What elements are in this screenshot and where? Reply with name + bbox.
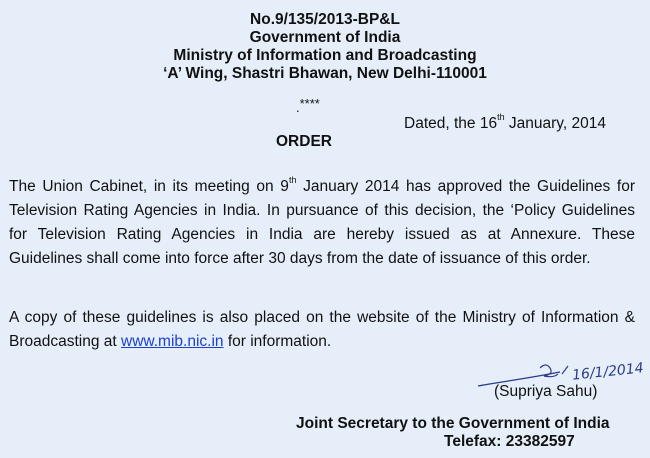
paragraph-line: Television Rating Agencies in India. In pursuance of this decision, the ‘Policy Guidelines [9,202,635,219]
signature-date: 16/1/2014 [571,360,645,384]
paragraph-line [9,330,635,354]
file-number: No.9/135/2013-BP&L [250,11,400,28]
paragraph-line: for Television Rating Agencies in India are hereby issued as at Annexure. These [9,226,635,243]
text-run: Broadcasting at [9,333,122,350]
signatory-designation: Joint Secretary to the Government of India [296,415,610,432]
text-run: January 2014 has approved the Guidelines for [296,178,635,195]
text-run: for information. [223,333,332,350]
signatory-name: (Supriya Sahu) [494,383,598,400]
ministry-address: ‘A’ Wing, Shastri Bhawan, New Delhi-110001 [163,65,487,82]
separator-text: **** [299,96,320,111]
date-prefix: Dated, the 16 [404,115,498,132]
paragraph-approval [9,175,635,271]
order-date [404,111,606,133]
paragraph-website [9,306,635,354]
telefax-number: Telefax: 23382597 [444,433,575,450]
date-suffix: January, 2014 [504,115,606,132]
website-link[interactable]: www.mib.nic.in [121,333,224,350]
government-name: Government of India [249,29,401,46]
ministry-name: Ministry of Information and Broadcasting [173,47,477,64]
text-sup: th [288,174,297,185]
text-run: The Union Cabinet, in its meeting on 9 [9,178,289,195]
paragraph-line [9,175,635,199]
separator-stars: .**** [296,96,320,115]
date-sup: th [497,111,505,122]
document-title: ORDER [276,133,332,150]
paragraph-line: A copy of these guidelines is also placed on the website of the Ministry of Information & [9,309,635,326]
paragraph-line: Guidelines shall come into force after 30 days from the date of issuance of this order. [9,250,591,267]
